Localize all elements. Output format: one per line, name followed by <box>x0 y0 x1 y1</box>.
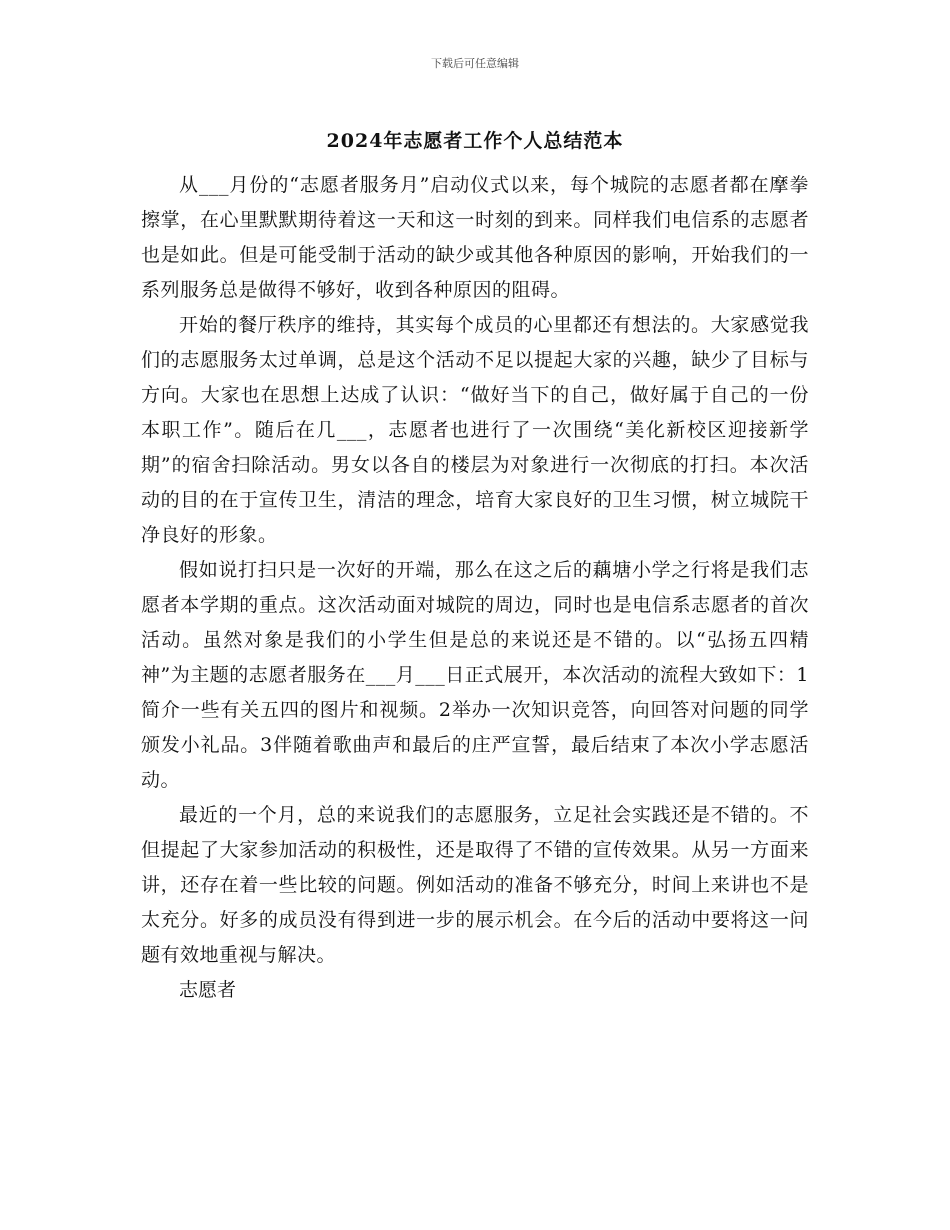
paragraph-1: 从___月份的“志愿者服务月”启动仪式以来，每个城院的志愿者都在摩拳擦掌，在心里默默期待着这一天和这一时刻的到来。同样我们电信系的志愿者也是如此。但是可能受制于活动的缺少或其他各种原因的影响，开始我们的一系列服务总是做得不够好，收到各种原因的阻碍。 <box>141 174 809 301</box>
document-title: 2024年志愿者工作个人总结范本 <box>326 130 624 152</box>
page-header-note: 下载后可任意编辑 <box>431 57 519 70</box>
paragraph-3: 假如说打扫只是一次好的开端，那么在这之后的藕塘小学之行将是我们志愿者本学期的重点。这次活动面对城院的周边，同时也是电信系志愿者的首次活动。虽然对象是我们的小学生但是总的来说还是不错的。以“弘扬五四精神”为主题的志愿者服务在___月___日正式展开，本次活动的流程大致如下：1简介一些有关五四的图片和视频。2举办一次知识竞答，向回答对问题的同学颁发小礼品。3伴随着歌曲声和最后的庄严宣誓，最后结束了本次小学志愿活动。 <box>141 559 809 791</box>
signature-line: 志愿者 <box>179 979 237 1001</box>
paragraph-4: 最近的一个月，总的来说我们的志愿服务，立足社会实践还是不错的。不但提起了大家参加活动的积极性，还是取得了不错的宣传效果。从另一方面来讲，还存在着一些比较的问题。例如活动的准备不够充分，时间上来讲也不是太充分。好多的成员没有得到进一步的展示机会。在今后的活动中要将这一问题有效地重视与解决。 <box>141 804 809 966</box>
document-body <box>141 168 809 1008</box>
paragraph-2: 开始的餐厅秩序的维持，其实每个成员的心里都还有想法的。大家感觉我们的志愿服务太过单调，总是这个活动不足以提起大家的兴趣，缺少了目标与方向。大家也在思想上达成了认识：“做好当下的自己，做好属于自己的一份本职工作”。随后在几___，志愿者也进行了一次围绕“美化新校区迎接新学期”的宿舍扫除活动。男女以各自的楼层为对象进行一次彻底的打扫。本次活动的目的在于宣传卫生，清洁的理念，培育大家良好的卫生习惯，树立城院干净良好的形象。 <box>141 314 809 546</box>
